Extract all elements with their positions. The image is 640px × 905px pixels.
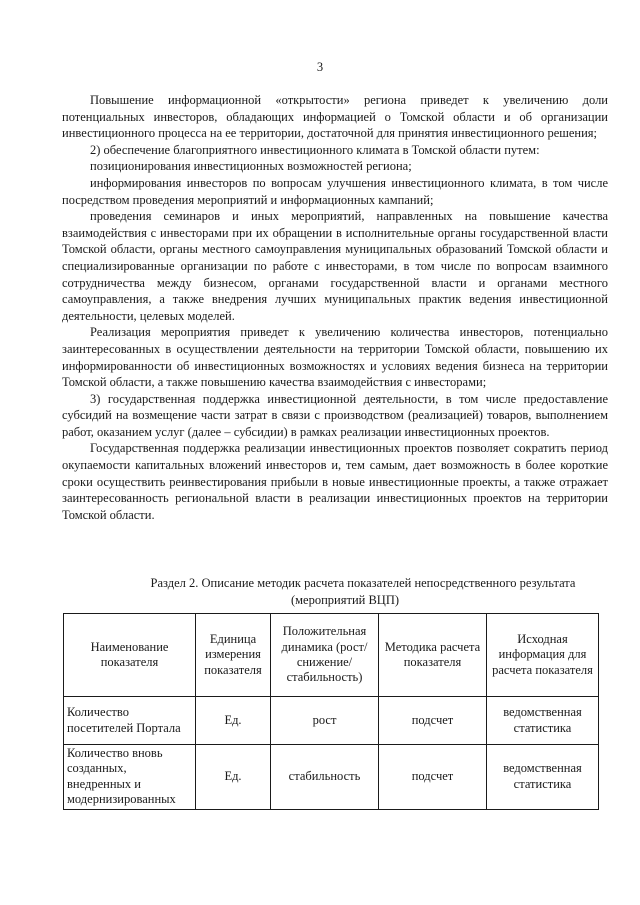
- indicators-table: [63, 613, 599, 810]
- table-header-row: [64, 614, 599, 697]
- paragraph-informing: информирования инвесторов по вопросам улучшения инвестиционного климата, в том числе посредством проведения мероприятий и информационных кампаний;: [62, 175, 608, 207]
- paragraph-implementation: Реализация мероприятия приведет к увеличению количества инвесторов, потенциально заинтересованных в осуществлении деятельности на территории Томской области, повышению их информированности об инвестиционных возможностях и условиях ведения бизнеса на территории Томской области, а также повышению качества взаимодействия с инвесторами;: [62, 325, 608, 390]
- cell-unit: Ед.: [196, 697, 271, 745]
- paragraph-positioning: позиционирования инвестиционных возможностей региона;: [90, 159, 412, 174]
- cell-source: ведомственная статистика: [487, 697, 599, 745]
- header-source: Исходная информация для расчета показателя: [487, 614, 599, 697]
- paragraph-info-openness: Повышение информационной «открытости» региона приведет к увеличению доли потенциальных инвесторов, обладающих информацией о Томской области и об организации инвестиционного процесса на ее территории, достаточной для принятия инвестиционного решения;: [62, 93, 608, 141]
- cell-unit: Ед.: [196, 745, 271, 810]
- cell-indicator-name: Количество посетителей Портала: [64, 697, 196, 745]
- header-indicator-name: Наименование показателя: [64, 614, 196, 697]
- paragraph-item-2: 2) обеспечение благоприятного инвестиционного климата в Томской области путем:: [90, 142, 540, 157]
- cell-method: подсчет: [379, 697, 487, 745]
- table-row: [64, 697, 599, 745]
- section-title-line1: Раздел 2. Описание методик расчета показателей непосредственного результата: [150, 576, 576, 590]
- section-title: [62, 575, 608, 608]
- header-dynamics: Положительная динамика (рост/ снижение/ стабильность): [271, 614, 379, 697]
- paragraph-item-3: 3) государственная поддержка инвестиционной деятельности, в том числе предоставление субсидий на возмещение части затрат в связи с производством (реализацией) товаров, выполнением работ, оказанием услуг (далее – субсидии) в рамках реализации инвестиционных проектов.: [62, 391, 608, 439]
- table-row: [64, 745, 599, 810]
- page-number: 3: [316, 60, 324, 74]
- cell-dynamics: стабильность: [271, 745, 379, 810]
- header-unit: Единица измерения показателя: [196, 614, 271, 697]
- body-text: [62, 92, 608, 523]
- header-method: Методика расчета показателя: [379, 614, 487, 697]
- paragraph-seminars: проведения семинаров и иных мероприятий, направленных на повышение качества взаимодействия с инвесторами при их обращении в исполнительные органы государственной власти Томской области, органы местного самоуправления муниципальных образований Томской области и специализированные организации по работе с инвесторами, в том числе по вопросам взаимного сотрудничества между бизнесом, органами государственной власти и органами местного самоуправления, а также внедрения лучших муниципальных практик ведения инвестиционной деятельности, целевых моделей.: [62, 209, 608, 323]
- cell-source: ведомственная статистика: [487, 745, 599, 810]
- paragraph-state-support: Государственная поддержка реализации инвестиционных проектов позволяет сократить период окупаемости капитальных вложений инвесторов и, тем самым, дает возможность в более короткие сроки осуществить реинвестирования прибыли в новые инвестиционные проекты, а также отражает заинтересованность региональной власти в реализации инвестиционных проектов на территории Томской области.: [62, 441, 608, 522]
- section-title-line2: (мероприятий ВЦП): [290, 592, 400, 607]
- cell-indicator-name: Количество вновь созданных, внедренных и модернизированных: [64, 745, 196, 810]
- cell-dynamics: рост: [271, 697, 379, 745]
- cell-method: подсчет: [379, 745, 487, 810]
